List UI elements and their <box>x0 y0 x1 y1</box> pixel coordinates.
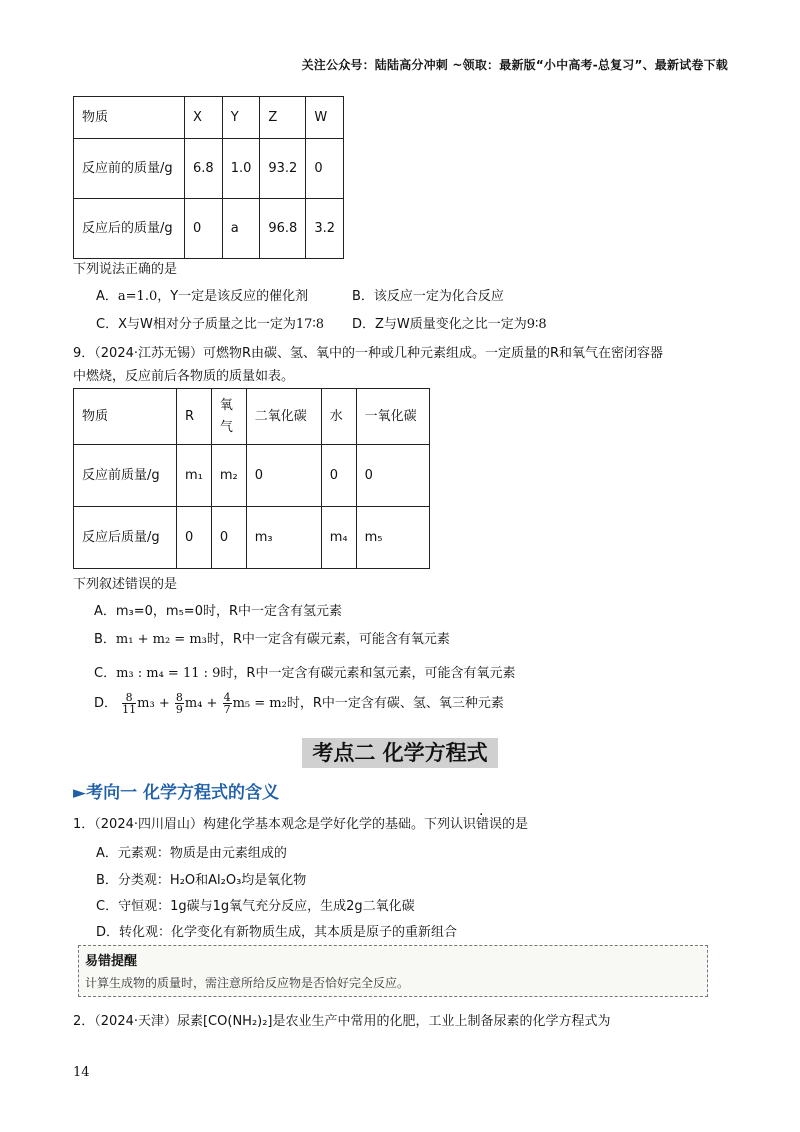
option-text: ，Y一定是该反应的催化剂 <box>157 289 309 304</box>
table-cell: m₁ <box>177 445 212 507</box>
table-cell: 二氧化碳 <box>246 389 321 445</box>
q9-mass-table <box>73 388 430 569</box>
page-number: 14 <box>73 1065 90 1080</box>
page-header: 关注公众号：陆陆高分冲刺 ~领取：最新版“小中高考-总复习”、最新试卷下载 <box>301 58 728 72</box>
table-cell: 3.2 <box>306 199 344 259</box>
q9-option-b <box>94 628 450 647</box>
table-cell: 0 <box>246 445 321 507</box>
direction-text: 考向一 化学方程式的含义 <box>86 783 279 803</box>
option-label: A． <box>96 289 118 304</box>
tip-box <box>78 945 708 997</box>
q9-stem-line2: 中燃烧，反应前后各物质的质量如表。 <box>73 369 295 384</box>
table-row <box>74 445 430 507</box>
q8-option-d <box>352 313 547 332</box>
table-cell: 93.2 <box>260 139 306 199</box>
table-cell: m₅ <box>356 507 429 569</box>
tip-title: 易错提醒 <box>85 954 138 969</box>
q1-option-a: A．元素观：物质是由元素组成的 <box>96 846 287 861</box>
table-cell: 反应后质量/g <box>74 507 177 569</box>
table-cell: m₃ <box>246 507 321 569</box>
table-row <box>74 199 344 259</box>
q1-option-d: D．转化观：化学变化有新物质生成，其本质是原子的重新组合 <box>96 925 458 940</box>
math-expression: a=1.0 <box>117 289 158 304</box>
option-text: C．X与W相对分子质量之比一定为 <box>96 317 296 332</box>
option-text: 时，R中一定含有碳、氢、氧三种元素 <box>286 696 504 711</box>
emphasis-text: 错误 <box>476 817 503 832</box>
table-cell: 物质 <box>74 97 185 139</box>
option-text: 时，R中一定含有碳元素，可能含有氧元素 <box>206 632 450 647</box>
direction-heading <box>73 778 279 803</box>
table-cell: 0 <box>185 199 223 259</box>
table-cell: 反应前的质量/g <box>74 139 185 199</box>
table-cell: m₄ <box>321 507 356 569</box>
q9-stem-line1: 9．（2024·江苏无锡）可燃物R由碳、氢、氧中的一种或几种元素组成。一定质量的R和氧气在密闭容器 <box>73 346 664 361</box>
option-label: B． <box>94 632 116 647</box>
q2-stem: 2．（2024·天津）尿素[CO(NH₂)₂]是农业生产中常用的化肥，工业上制备尿素的化学方程式为 <box>73 1014 611 1029</box>
section-title: 考点二 化学方程式 <box>302 738 498 768</box>
table-cell: 反应后的质量/g <box>74 199 185 259</box>
option-label: C． <box>94 666 117 681</box>
math-term: m₅ = m₂ <box>232 696 287 711</box>
fraction: $\frac{4}{7}$ <box>223 691 231 716</box>
table-row <box>74 139 344 199</box>
table-cell: 氧气 <box>211 389 246 445</box>
table-cell: Z <box>260 97 306 139</box>
table-cell: Y <box>222 97 260 139</box>
table-row <box>74 507 430 569</box>
table-cell: W <box>306 97 344 139</box>
q9-question: 下列叙述错误的是 <box>73 577 178 592</box>
q8-option-b: B．该反应一定为化合反应 <box>352 289 504 304</box>
table-cell: 反应前质量/g <box>74 445 177 507</box>
table-cell: R <box>177 389 212 445</box>
table-cell: 物质 <box>74 389 177 445</box>
table-cell: 0 <box>177 507 212 569</box>
math-expression: 9∶8 <box>526 317 547 332</box>
table-cell: 96.8 <box>260 199 306 259</box>
table-row <box>74 97 344 139</box>
q1-option-c: C．守恒观：1g碳与1g氧气充分反应，生成2g二氧化碳 <box>96 899 415 914</box>
math-expression: m₃ : m₄ = 11 : 9 <box>116 666 221 681</box>
table-cell: 0 <box>356 445 429 507</box>
table-cell: 0 <box>211 507 246 569</box>
table-cell: a <box>222 199 260 259</box>
table-cell: 6.8 <box>185 139 223 199</box>
math-expression: 17∶8 <box>295 317 325 332</box>
q9-option-c <box>94 662 515 681</box>
table-cell: 0 <box>321 445 356 507</box>
option-text: D．Z与W质量变化之比一定为 <box>352 317 527 332</box>
table-cell: 一氧化碳 <box>356 389 429 445</box>
triangle-arrow-icon: ► <box>73 783 87 803</box>
q1-stem: 1．（2024·四川眉山）构建化学基本观念是学好化学的基础。下列认识错误的是 <box>73 817 529 832</box>
option-text: 时，R中一定含有碳元素和氢元素，可能含有氧元素 <box>220 666 516 681</box>
q1-option-b: B．分类观：H₂O和Al₂O₃均是氧化物 <box>96 873 307 888</box>
q8-option-c <box>96 313 324 332</box>
table-cell: X <box>185 97 223 139</box>
q8-option-a <box>96 285 308 304</box>
q8-stem: 下列说法正确的是 <box>73 262 178 277</box>
tip-text: 计算生成物的质量时，需注意所给反应物是否恰好完全反应。 <box>85 976 410 990</box>
math-expression: m₁ + m₂ = m₃ <box>115 632 207 647</box>
table-row <box>74 389 430 445</box>
option-label: D． <box>94 696 118 711</box>
math-term: m₄ + <box>184 696 218 711</box>
table-cell: m₂ <box>211 445 246 507</box>
table-cell: 1.0 <box>222 139 260 199</box>
q9-option-a: A．m₃=0，m₅=0时，R中一定含有氢元素 <box>94 604 343 619</box>
table-cell: 水 <box>321 389 356 445</box>
table-cell: 0 <box>306 139 344 199</box>
fraction: $\frac{8}{9}$ <box>175 691 183 716</box>
math-term: m₃ + <box>137 696 170 711</box>
q8-mass-table <box>73 96 344 259</box>
fraction: $\frac{8}{11}$ <box>122 691 137 716</box>
q9-option-d <box>94 692 504 715</box>
